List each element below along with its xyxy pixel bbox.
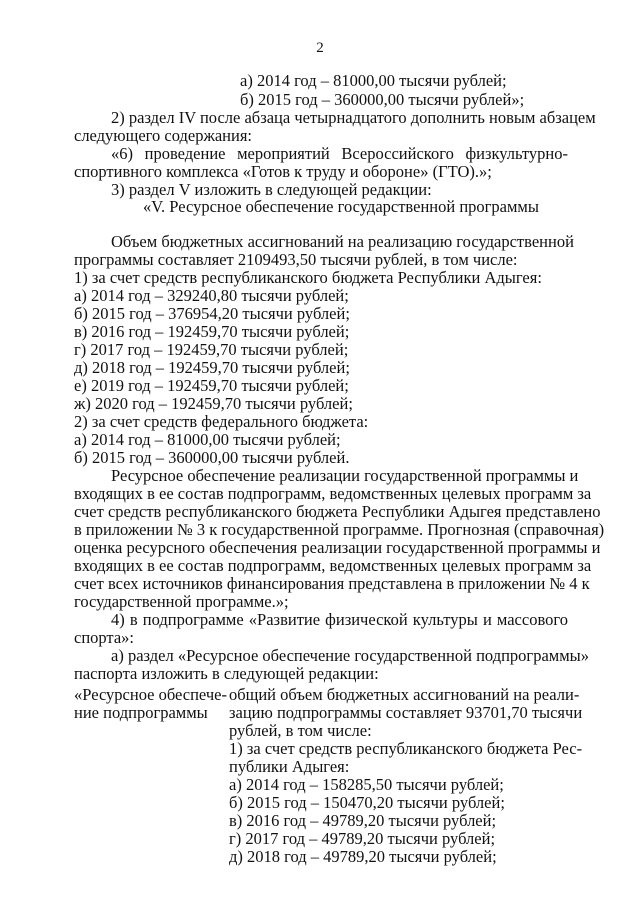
text-line: следующего содержания: — [74, 126, 253, 145]
list-item: е) 2019 год – 192459,70 тысячи рублей; — [74, 376, 349, 395]
table-value-line: зацию подпрограммы составляет 93701,70 тысячи — [229, 703, 583, 722]
list-item: г) 2017 год – 192459,70 тысячи рублей; — [74, 340, 349, 359]
list-item: б) 2015 год – 360000,00 тысячи рублей. — [74, 448, 350, 467]
table-value-line: рублей, в том числе: — [229, 721, 372, 740]
list-item: в) 2016 год – 192459,70 тысячи рублей; — [74, 322, 350, 341]
text-line: а) раздел «Ресурсное обеспечение государственной подпрограммы» — [111, 646, 589, 665]
table-value-line: общий объем бюджетных ассигнований на реали- — [229, 685, 580, 704]
text-line: 3) раздел V изложить в следующей редакции: — [111, 180, 432, 199]
list-item: а) 2014 год – 81000,00 тысячи рублей; — [74, 430, 341, 449]
list-item: ж) 2020 год – 192459,70 тысячи рублей; — [74, 394, 353, 413]
text-line: спорта»: — [74, 628, 135, 647]
text-line: Объем бюджетных ассигнований на реализацию государственной — [111, 232, 574, 251]
text-line: 1) за счет средств республиканского бюджета Республики Адыгея: — [74, 268, 542, 287]
page-number: 2 — [316, 40, 324, 56]
text-line: в приложении № 3 к государственной программе. Прогнозная (справочная) — [74, 520, 605, 539]
text-line: входящих в ее состав подпрограмм, ведомственных целевых программ за — [74, 484, 592, 503]
text-line: 2) за счет средств федерального бюджета: — [74, 412, 369, 431]
table-value-line: г) 2017 год – 49789,20 тысячи рублей; — [229, 829, 496, 848]
text-line: оценка ресурсного обеспечения реализации государственной программы и — [74, 538, 601, 557]
text-line: Ресурсное обеспечение реализации государственной программы и — [111, 466, 579, 485]
table-value-line: а) 2014 год – 158285,50 тысячи рублей; — [229, 775, 504, 794]
text-line: счет всех источников финансирования представлена в приложении № 4 к — [74, 574, 590, 593]
list-item: б) 2015 год – 376954,20 тысячи рублей; — [74, 304, 350, 323]
table-label-cell: «Ресурсное обеспече- — [74, 685, 227, 704]
table-value-line: публики Адыгея: — [229, 757, 350, 776]
section-heading: «V. Ресурсное обеспечение государственной программы — [143, 197, 539, 216]
text-line: государственной программе.»; — [74, 592, 289, 611]
text-line: б) 2015 год – 360000,00 тысячи рублей»; — [240, 90, 525, 109]
table-value-line: 1) за счет средств республиканского бюджета Рес- — [229, 739, 583, 758]
table-value-line: д) 2018 год – 49789,20 тысячи рублей; — [229, 847, 497, 866]
text-line: входящих в ее состав подпрограмм, ведомственных целевых программ за — [74, 556, 592, 575]
text-line: 4) в подпрограмме «Развитие физической культуры и массового — [111, 610, 568, 629]
text-line: паспорта изложить в следующей редакции: — [74, 664, 379, 683]
text-line: программы составляет 2109493,50 тысячи рублей, в том числе: — [74, 250, 518, 269]
table-value-line: б) 2015 год – 150470,20 тысячи рублей; — [229, 793, 505, 812]
text-line: спортивного комплекса «Готов к труду и обороне» (ГТО).»; — [74, 162, 492, 181]
text-line: а) 2014 год – 81000,00 тысячи рублей; — [240, 71, 507, 90]
list-item: а) 2014 год – 329240,80 тысячи рублей; — [74, 286, 349, 305]
table-label-cell: ние подпрограммы — [74, 703, 208, 722]
text-line: 2) раздел IV после абзаца четырнадцатого дополнить новым абзацем — [111, 108, 596, 127]
text-line: счет средств республиканского бюджета Республики Адыгея представлено — [74, 502, 601, 521]
table-value-line: в) 2016 год – 49789,20 тысячи рублей; — [229, 811, 497, 830]
text-line: «6) проведение мероприятий Всероссийского физкультурно- — [111, 144, 568, 163]
list-item: д) 2018 год – 192459,70 тысячи рублей; — [74, 358, 350, 377]
